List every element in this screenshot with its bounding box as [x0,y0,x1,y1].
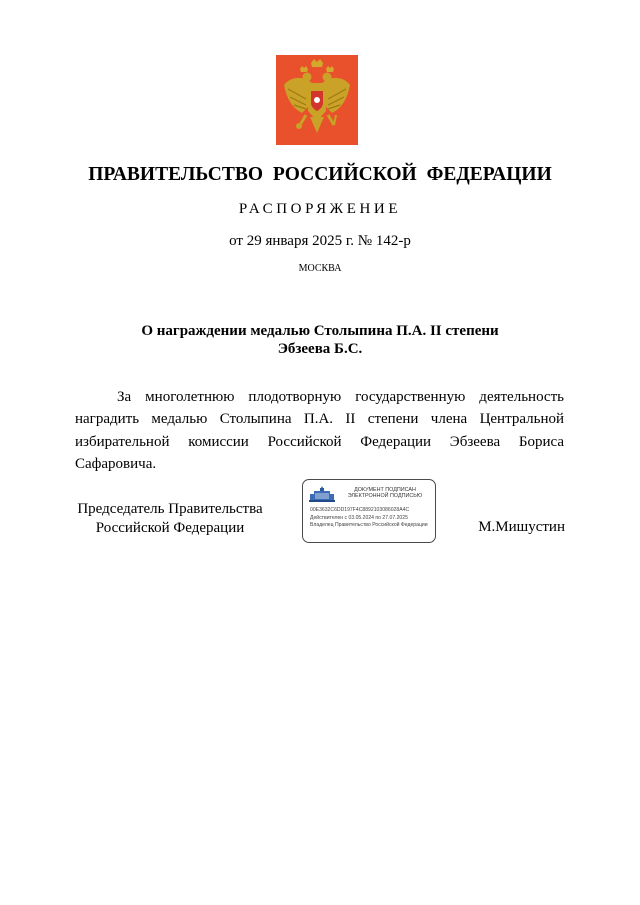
stamp-owner: Владелец Правительство Российской Федерации [310,522,428,528]
electronic-signature-stamp [302,479,436,543]
document-date-number: от 29 января 2025 г. № 142-р [229,233,411,249]
coat-of-arms-emblem [276,55,358,145]
government-building-icon [309,485,335,502]
government-title: ПРАВИТЕЛЬСТВО РОССИЙСКОЙ ФЕДЕРАЦИИ [88,164,552,185]
signer-title [70,500,270,538]
stamp-validity: Действителен с 03.05.2024 по 27.07.2025 [310,515,408,521]
subject-line-2: Эбзеева Б.С. [277,341,363,357]
signer-name: М.Мишустин [478,519,565,535]
document-type: РАСПОРЯЖЕНИЕ [238,201,402,217]
subject-line-1: О награждении медалью Столыпина П.А. II степени [141,323,499,339]
signer-title-line-1: Председатель Правительства [77,501,263,517]
coat-of-arms-icon [276,55,358,145]
stamp-certificate: 00E3632C6DD197F4C8892103086028A4C [310,507,410,513]
stamp-header-line-2: ЭЛЕКТРОННОЙ ПОДПИСЬЮ [347,493,423,500]
body-paragraph: За многолетнюю плодотворную государственную деятельность наградить медалью Столыпина П.А. II степени члена Центральной избирательной комиссии Российской Федерации Эбзеева Бориса Сафаровича. [75,389,564,472]
document-subject [0,322,640,358]
stamp-header-line-1: ДОКУМЕНТ ПОДПИСАН [354,487,416,493]
stamp-header [337,487,433,500]
signer-title-line-2: Российской Федерации [95,520,245,536]
document-city: МОСКВА [298,263,342,274]
